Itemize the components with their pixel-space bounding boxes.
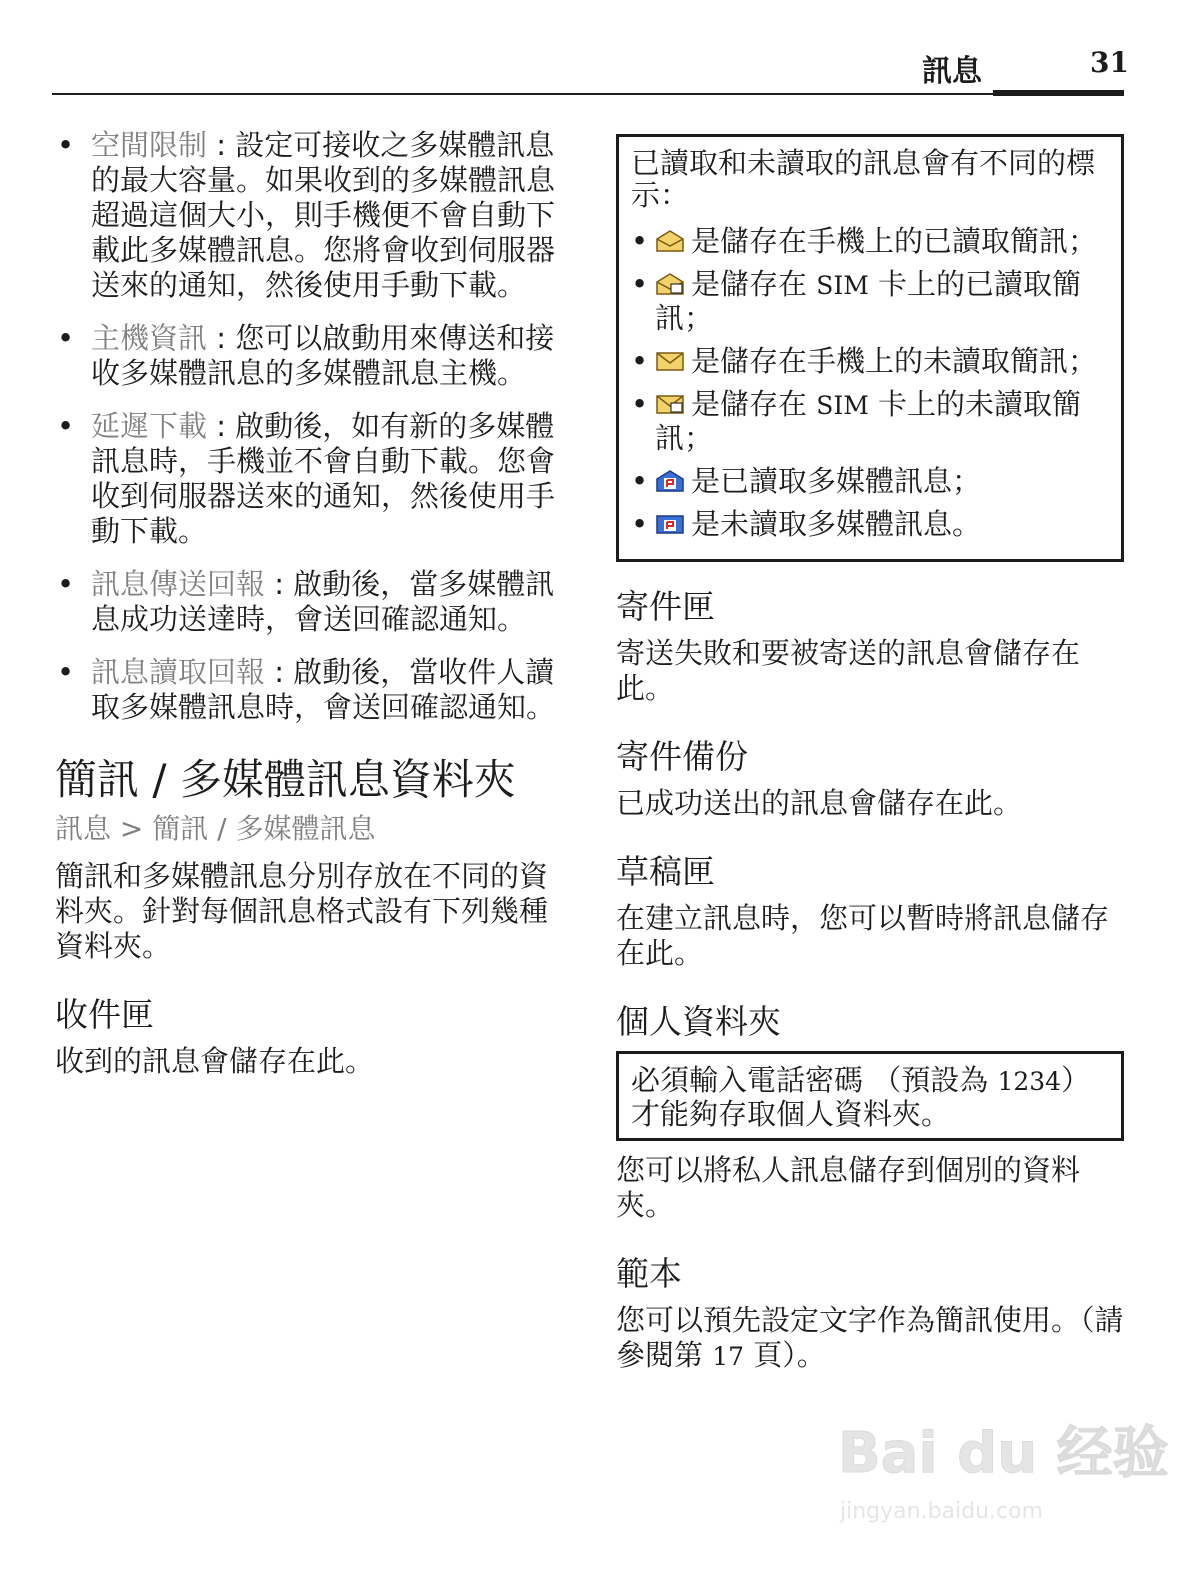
note-text-pre: 必須輸入電話密碼 （預設為: [631, 1063, 998, 1097]
header-section-title: 訊息: [922, 54, 982, 89]
header-divider-accent: [993, 90, 1124, 96]
list-item: [55, 655, 570, 725]
drafts-title: 草稿匣: [616, 852, 715, 891]
list-item: [631, 465, 1109, 497]
list-item: [55, 321, 570, 391]
list-item: [631, 225, 1109, 257]
page-reference: 17: [712, 1342, 745, 1371]
mms-settings-list: [55, 128, 570, 725]
personal-folder-note: [631, 1064, 1109, 1130]
setting-description: : 設定可接收之多媒體訊息的最大容量。如果收到的多媒體訊息超過這個大小，則手機便不會自動下載此多媒體訊息。您將會收到伺服器送來的通知，然後使用手動下載。: [91, 128, 556, 302]
icon-description-post: 卡上的未讀取簡訊；: [655, 387, 1082, 455]
folders-intro-text: 簡訊和多媒體訊息分別存放在不同的資料夾。針對每個訊息格式設有下列幾種資料夾。: [55, 859, 549, 963]
sent-text: 已成功送出的訊息會儲存在此。: [616, 786, 1023, 820]
setting-term: 主機資訊: [91, 321, 208, 355]
personal-folder-title: 個人資料夾: [616, 1002, 781, 1041]
envelope-closed-sim-icon: [655, 392, 685, 416]
watermark-brand: Bai du 经验: [838, 1421, 1169, 1486]
list-item: [55, 409, 570, 549]
drafts-text: 在建立訊息時，您可以暫時將訊息儲存在此。: [616, 901, 1110, 970]
box-intro-text: 已讀取和未讀取的訊息會有不同的標示：: [631, 146, 1096, 212]
personal-folder-text: 您可以將私人訊息儲存到個別的資料夾。: [616, 1153, 1081, 1222]
watermark-url: jingyan.baidu.com: [840, 1499, 1044, 1524]
envelope-open-phone-icon: [655, 229, 685, 253]
folders-section-title: 簡訊 / 多媒體訊息資料夾: [55, 755, 516, 804]
templates-text-post: 頁）。: [744, 1338, 826, 1372]
icon-description-post: 卡上的已讀取簡訊；: [655, 267, 1082, 335]
list-item: [631, 345, 1109, 377]
header-divider: [52, 93, 1124, 95]
inbox-text: 收到的訊息會儲存在此。: [55, 1044, 375, 1078]
sim-label: SIM: [816, 271, 869, 300]
outbox-title: 寄件匣: [616, 587, 715, 626]
icon-description: 是儲存在手機上的未讀取簡訊；: [691, 344, 1098, 378]
list-item: [55, 128, 570, 303]
envelope-open-sim-icon: [655, 272, 685, 296]
outbox-text: 寄送失敗和要被寄送的訊息會儲存在此。: [616, 636, 1081, 705]
icon-description-pre: 是儲存在: [691, 267, 817, 301]
icon-description: 是未讀取多媒體訊息。: [691, 507, 982, 541]
list-item: [55, 567, 570, 637]
icon-description: 是已讀取多媒體訊息；: [691, 464, 982, 498]
envelope-closed-phone-icon: [655, 349, 685, 373]
note-text-post: ）才能夠存取個人資料夾。: [631, 1063, 1091, 1131]
templates-text-pre: 您可以預先設定文字作為簡訊使用。（請參閱第: [616, 1303, 1124, 1372]
default-code: 1234: [997, 1067, 1062, 1096]
list-item: [631, 268, 1109, 334]
icon-description: 是儲存在手機上的已讀取簡訊；: [691, 224, 1098, 258]
setting-term: 訊息傳送回報: [91, 567, 266, 601]
sim-label: SIM: [816, 391, 869, 420]
list-item: [631, 388, 1109, 454]
setting-term: 訊息讀取回報: [91, 655, 266, 689]
mms-read-icon: [655, 469, 685, 493]
setting-term: 空間限制: [91, 128, 208, 162]
breadcrumb: 訊息 > 簡訊 / 多媒體訊息: [55, 812, 376, 845]
setting-description: : 啟動後，當收件人讀取多媒體訊息時，會送回確認通知。: [91, 655, 556, 724]
list-item: [631, 508, 1109, 540]
setting-term: 延遲下載: [91, 409, 208, 443]
baidu-jingyan-watermark: [820, 1400, 1169, 1530]
inbox-title: 收件匣: [55, 995, 154, 1034]
right-column: [616, 134, 1131, 1404]
icon-description-pre: 是儲存在: [691, 387, 817, 421]
templates-text: [616, 1303, 1131, 1374]
templates-title: 範本: [616, 1254, 682, 1293]
sent-title: 寄件備份: [616, 737, 748, 776]
page-number: 31: [1090, 46, 1129, 79]
message-icon-list: [631, 225, 1109, 540]
setting-description: : 啟動後，如有新的多媒體訊息時，手機並不會自動下載。您會收到伺服器送來的通知，然後使用手動下載。: [91, 409, 556, 548]
setting-description: : 您可以啟動用來傳送和接收多媒體訊息的多媒體訊息主機。: [91, 321, 555, 390]
mms-unread-icon: [655, 512, 685, 536]
setting-description: : 啟動後，當多媒體訊息成功送達時，會送回確認通知。: [91, 567, 555, 636]
message-icons-box: [616, 134, 1124, 562]
left-column: [55, 128, 570, 1109]
personal-folder-note-box: [616, 1051, 1124, 1141]
